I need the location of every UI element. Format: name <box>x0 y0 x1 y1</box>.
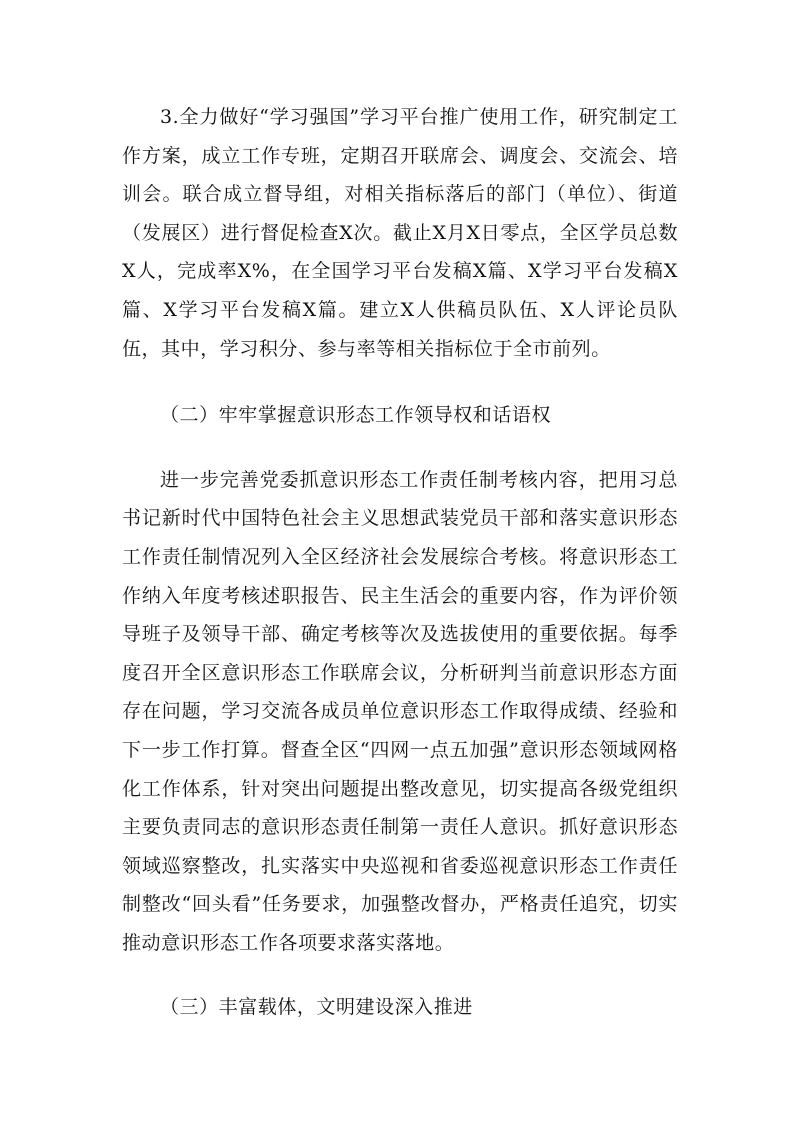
paragraph-ideology-responsibility: 进一步完善党委抓意识形态工作责任制考核内容，把用习总书记新时代中国特色社会主义思想武装党员干部和落实意识形态工作责任制情况列入全区经济社会发展综合考核。将意识形态工作纳入年度考核述职报告、民主生活会的重要内容，作为评价领导班子及领导干部、确定考核等次及选拔使用的重要依据。每季度召开全区意识形态工作联席会议，分析研判当前意识形态方面存在问题，学习交流各成员单位意识形态工作取得成绩、经验和下一步工作打算。督查全区“四网一点五加强”意识形态领域网格化工作体系，针对突出问题提出整改意见，切实提高各级党组织主要负责同志的意识形态责任制第一责任人意识。抓好意识形态领域巡察整改，扎实落实中央巡视和省委巡视意识形态工作责任制整改“回头看”任务要求，加强整改督办，严格责任追究，切实推动意识形态工作各项要求落实落地。 <box>122 468 678 954</box>
paragraph-learning-platform: 3.全力做好“学习强国”学习平台推广使用工作，研究制定工作方案，成立工作专班，定期召开联席会、调度会、交流会、培训会。联合成立督导组，对相关指标落后的部门（单位）、街道（发展区）进行督促检查X次。截止X月X日零点，全区学员总数X人，完成率X%，在全国学习平台发稿X篇、X学习平台发稿X篇、X学习平台发稿X篇。建立X人供稿员队伍、X人评论员队伍，其中，学习积分、参与率等相关指标位于全市前列。 <box>122 106 678 360</box>
section-heading-three: （三）丰富载体，文明建设深入推进 <box>160 996 473 1019</box>
document-body <box>122 98 678 1027</box>
section-heading-two: （二）牢牢掌握意识形态工作领导权和话语权 <box>160 404 552 427</box>
